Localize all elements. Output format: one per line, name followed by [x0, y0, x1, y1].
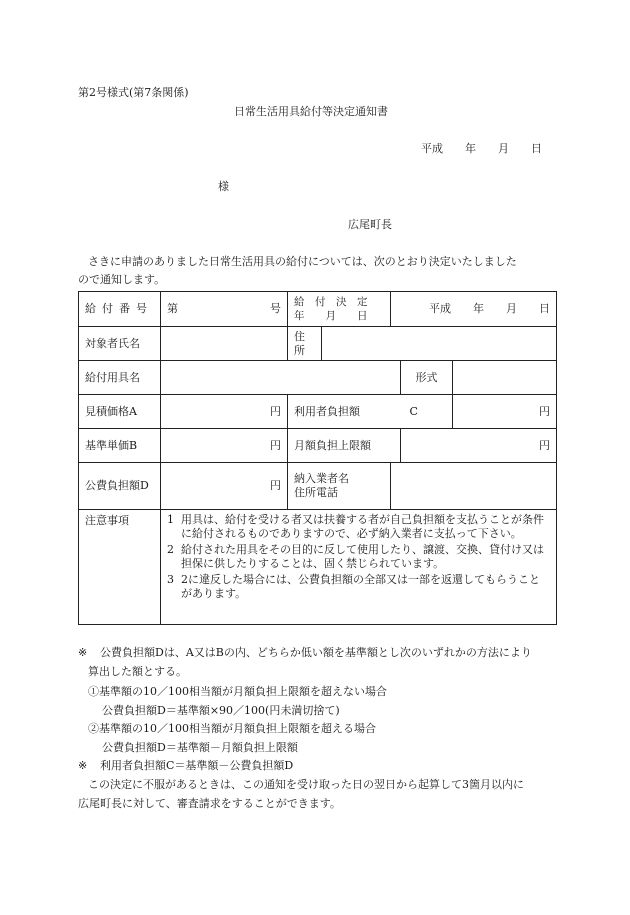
notes-list [161, 510, 557, 625]
monthly-limit-unit: 円 [401, 429, 557, 463]
base-price-unit: 円 [161, 429, 288, 463]
decision-date-value: 平成 年 月 日 [391, 292, 557, 327]
public-burden-unit: 円 [161, 463, 288, 510]
case-2-title: ②基準額の10／100相当額が月額負担上限額を超える場合 [88, 722, 376, 735]
note-item [167, 543, 550, 571]
label-monthly-limit: 月額負担上限額 [288, 429, 401, 463]
note-item [167, 573, 550, 601]
label-base-price: 基準単価B [79, 429, 161, 463]
label-model: 形式 [401, 361, 453, 395]
model-field [453, 361, 557, 395]
recipient-name-field [161, 327, 288, 361]
vendor-label-line-1: 納入業者名 [294, 472, 349, 485]
note-text: 給付された用具をその目的に反して使用したり、譲渡、交換、貸付け又は担保に供したりすることは、固く禁じられています。 [181, 543, 544, 570]
label-equipment-name: 給付用具名 [79, 361, 161, 395]
label-public-burden: 公費負担額D [79, 463, 161, 510]
document-title: 日常生活用具給付等決定通知書 [234, 105, 388, 118]
row-grant-number [79, 292, 557, 327]
label-notes: 注意事項 [79, 510, 161, 625]
decision-table [78, 291, 557, 625]
footnote-1-line-1: 公費負担額Dは、A又はBの内、どちらか低い額を基準額とし次のいずれかの方法により [100, 646, 532, 659]
addressee-suffix: 様 [218, 180, 229, 193]
note-number: 3 [167, 573, 174, 586]
grant-number-prefix: 第 [167, 302, 178, 315]
note-number: 1 [167, 513, 174, 526]
label-address: 住所 [288, 327, 322, 361]
row-public-burden [79, 463, 557, 510]
user-burden-mark: C [409, 404, 418, 418]
label-recipient-name: 対象者氏名 [79, 327, 161, 361]
label-user-burden [288, 395, 453, 429]
decision-date-label-line-2: 年 月 日 [294, 310, 368, 322]
case-1-title: ①基準額の10／100相当額が月額負担上限額を超えない場合 [88, 685, 387, 698]
decision-date-label-line-1: 給 付 決 定 [294, 296, 368, 308]
footnote-mark-2: ※ [78, 759, 88, 772]
user-burden-unit: 円 [453, 395, 557, 429]
label-grant-number: 給付番号 [79, 292, 161, 327]
intro-line-2: ので通知します。 [78, 273, 166, 286]
appeal-line-1: この決定に不服があるときは、この通知を受け取った日の翌日から起算して3箇月以内に [88, 778, 524, 791]
label-vendor [288, 463, 391, 510]
issue-date: 平成 年 月 日 [421, 142, 542, 155]
equipment-name-field [161, 361, 401, 395]
form-number: 第2号様式(第7条関係) [78, 86, 189, 99]
note-item [167, 513, 550, 541]
case-2-formula: 公費負担額D＝基準額－月額負担上限額 [102, 741, 298, 754]
estimate-price-unit: 円 [161, 395, 288, 429]
row-equipment-name [79, 361, 557, 395]
vendor-label-line-2: 住所電話 [294, 486, 338, 499]
note-text: 2に違反した場合には、公費負担額の全部又は一部を返還してもらうことがあります。 [181, 573, 540, 600]
grant-number-suffix: 号 [270, 302, 281, 315]
row-recipient-name [79, 327, 557, 361]
intro-line-1: さきに申請のありました日常生活用具の給付については、次のとおり決定いたしました [88, 255, 517, 268]
label-estimate-price: 見積価格A [79, 395, 161, 429]
address-field [322, 327, 557, 361]
issuer-name: 広尾町長 [348, 218, 392, 231]
row-base-price [79, 429, 557, 463]
grant-number-field [161, 292, 288, 327]
vendor-field [391, 463, 557, 510]
user-burden-label-text: 利用者負担額 [294, 404, 360, 418]
row-notes [79, 510, 557, 625]
row-estimate-price [79, 395, 557, 429]
label-decision-date [288, 292, 391, 327]
note-number: 2 [167, 543, 174, 556]
appeal-line-2: 広尾町長に対して、審査請求をすることができます。 [78, 797, 341, 810]
footnote-1-line-2: 算出した額とする。 [88, 665, 187, 678]
footnote-mark-1: ※ [78, 646, 88, 659]
footnote-2: 利用者負担額C＝基準額－公費負担額D [100, 759, 294, 772]
note-text: 用具は、給付を受ける者又は扶養する者が自己負担額を支払うことが条件に給付されるものでありますので、必ず納入業者に支払って下さい。 [181, 513, 544, 540]
case-1-formula: 公費負担額D＝基準額×90／100(円未満切捨て) [102, 704, 340, 717]
